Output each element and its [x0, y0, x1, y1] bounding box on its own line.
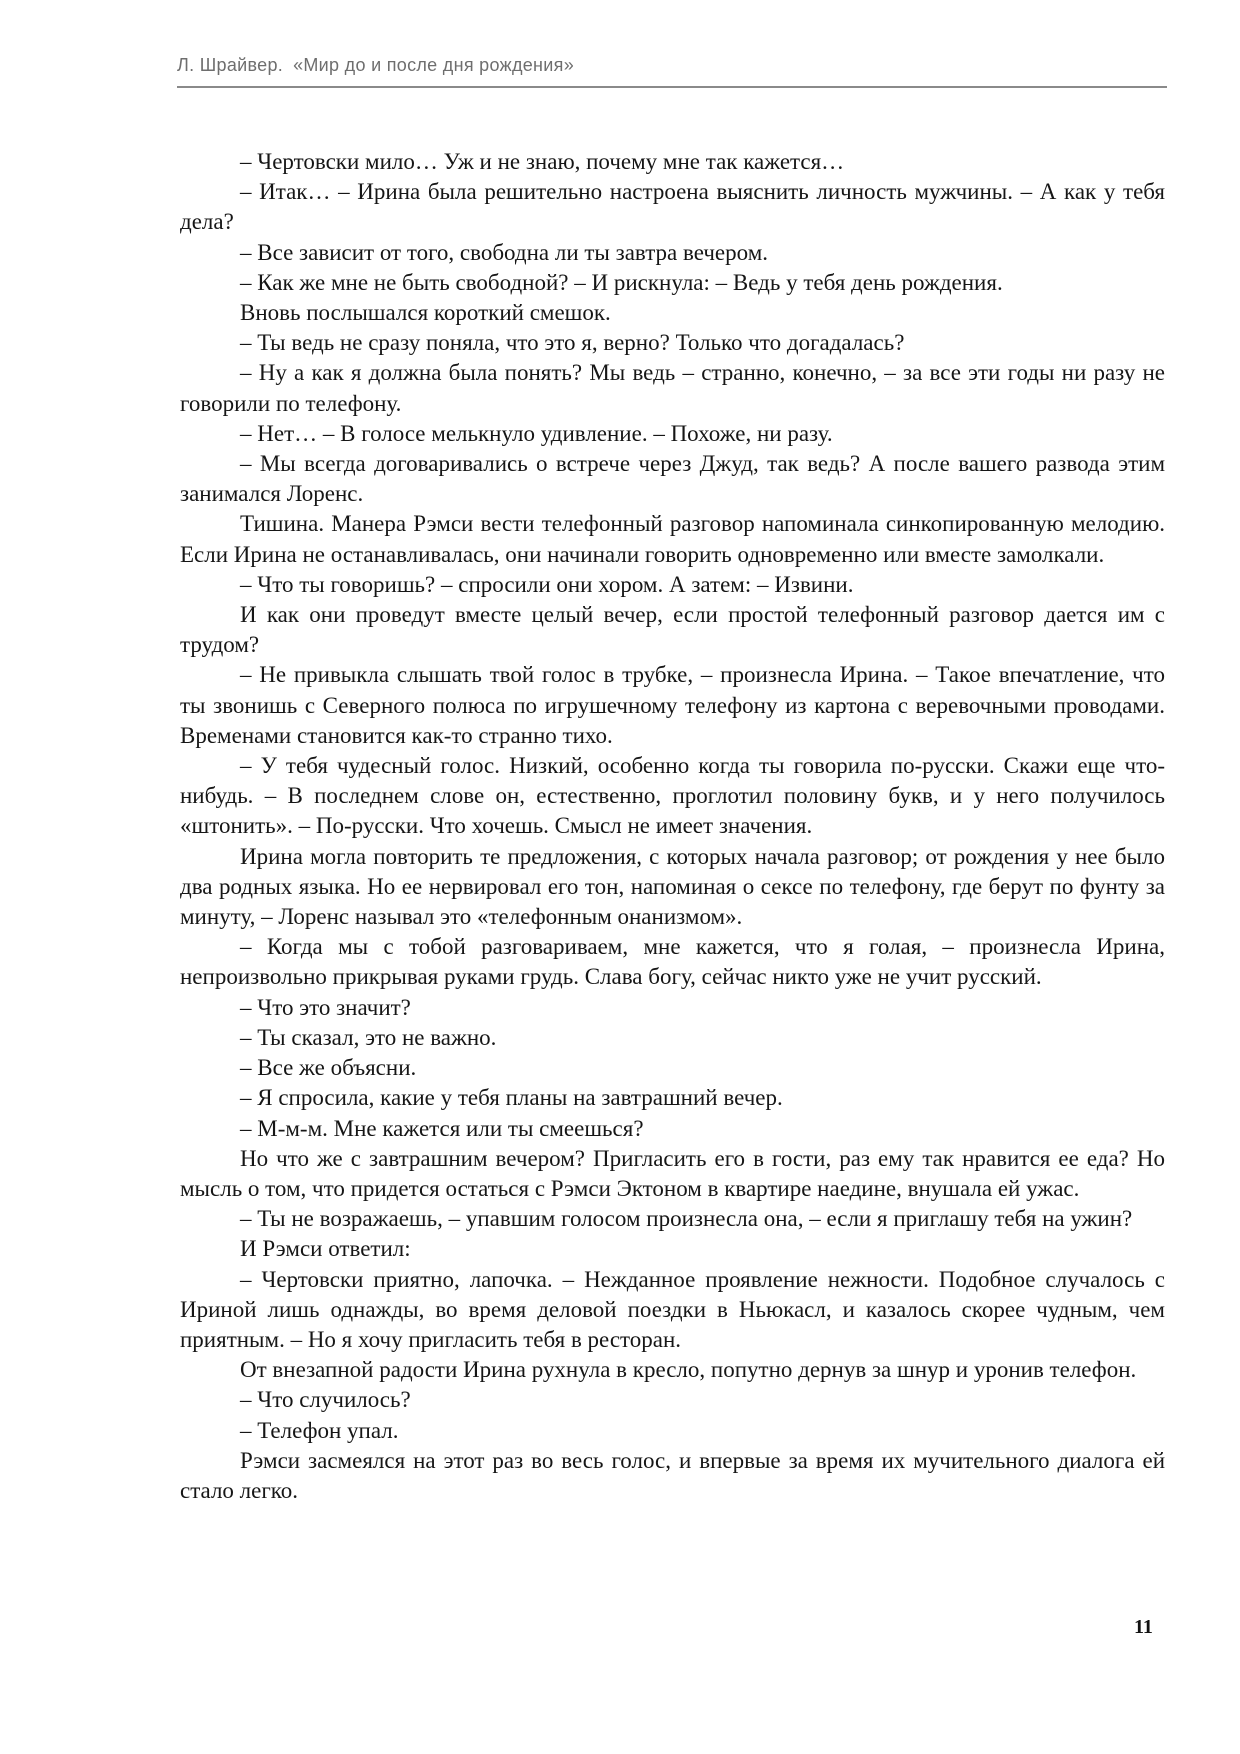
paragraph: – У тебя чудесный голос. Низкий, особенно когда ты говорила по-русски. Скажи еще что-нибудь. – В последнем слове он, естественно, проглотил половину букв, и у него получилось «штонить». – По-русски. Что хочешь. Смысл не имеет значения. — [180, 753, 1165, 839]
header-divider — [177, 86, 1167, 88]
paragraph: – Я спросила, какие у тебя планы на завтрашний вечер. — [240, 1085, 783, 1111]
paragraph: – Как же мне не быть свободной? – И рискнула: – Ведь у тебя день рождения. — [240, 269, 1003, 295]
paragraph: – М-м-м. Мне кажется или ты смеешься? — [240, 1115, 644, 1141]
paragraph: – Когда мы с тобой разговариваем, мне кажется, что я голая, – произнесла Ирина, непроизвольно прикрывая руками грудь. Слава богу, сейчас никто уже не учит русский. — [180, 934, 1165, 990]
paragraph: – Что случилось? — [240, 1387, 411, 1413]
body-text — [180, 147, 1165, 1506]
paragraph: – Все зависит от того, свободна ли ты завтра вечером. — [240, 239, 769, 265]
paragraph: – Все же объясни. — [240, 1055, 417, 1081]
paragraph: – Что это значит? — [240, 994, 411, 1020]
paragraph: – Мы всегда договаривались о встрече через Джуд, так ведь? А после вашего развода этим занимался Лоренс. — [180, 451, 1165, 507]
paragraph: – Ты сказал, это не важно. — [240, 1024, 497, 1050]
paragraph: – Ты не возражаешь, – упавшим голосом произнесла она, – если я приглашу тебя на ужин? — [240, 1206, 1133, 1232]
paragraph: – Итак… – Ирина была решительно настроена выяснить личность мужчины. – А как у тебя дела? — [180, 179, 1165, 235]
paragraph: От внезапной радости Ирина рухнула в кресло, попутно дернув за шнур и уронив телефон. — [240, 1357, 1137, 1383]
paragraph: – Чертовски мило… Уж и не знаю, почему мне так кажется… — [240, 149, 845, 174]
paragraph: Рэмси засмеялся на этот раз во весь голос, и впервые за время их мучительного диалога ей стало легко. — [180, 1447, 1165, 1503]
paragraph: Тишина. Манера Рэмси вести телефонный разговор напоминала синкопированную мелодию. Если Ирина не останавливалась, они начинали говорить одновременно или вместе замолкали. — [180, 511, 1165, 567]
paragraph: Но что же с завтрашним вечером? Пригласить его в гости, раз ему так нравится ее еда? Но мысль о том, что придется остаться с Рэмси Эктоном в квартире наедине, внушала ей ужас. — [180, 1145, 1165, 1201]
header-book-title: «Мир до и после дня рождения» — [293, 55, 575, 75]
paragraph: – Ну а как я должна была понять? Мы ведь – странно, конечно, – за все эти годы ни разу не говорили по телефону. — [180, 360, 1165, 416]
paragraph: Ирина могла повторить те предложения, с которых начала разговор; от рождения у нее было два родных языка. Но ее нервировал его тон, напоминая о сексе по телефону, где берут по фунту за минуту, – Лоренс называл это «телефонным онанизмом». — [180, 843, 1165, 930]
paragraph: – Чертовски приятно, лапочка. – Нежданное проявление нежности. Подобное случалось с Ириной лишь однажды, во время деловой поездки в Ньюкасл, и казалось скорее чудным, чем приятным. – Но я хочу пригласить тебя в ресторан. — [180, 1266, 1165, 1352]
paragraph: – Что ты говоришь? – спросили они хором. А затем: – Извини. — [240, 571, 854, 597]
paragraph: – Ты ведь не сразу поняла, что это я, верно? Только что догадалась? — [240, 330, 905, 356]
paragraph: И Рэмси ответил: — [240, 1236, 411, 1262]
paragraph: И как они проведут вместе целый вечер, если простой телефонный разговор дается им с трудом? — [180, 602, 1165, 658]
paragraph: – Телефон упал. — [240, 1417, 399, 1443]
running-header — [177, 55, 574, 76]
paragraph: Вновь послышался короткий смешок. — [240, 300, 611, 326]
page-number: 11 — [1134, 1616, 1153, 1638]
paragraph: – Не привыкла слышать твой голос в трубке, – произнесла Ирина. – Такое впечатление, что ты звонишь с Северного полюса по игрушечному телефону из картона с веревочными проводами. Временами становится как-то странно тихо. — [180, 662, 1165, 748]
paragraph: – Нет… – В голосе мелькнуло удивление. – Похоже, ни разу. — [240, 420, 833, 446]
header-author: Л. Шрайвер. — [177, 55, 284, 75]
